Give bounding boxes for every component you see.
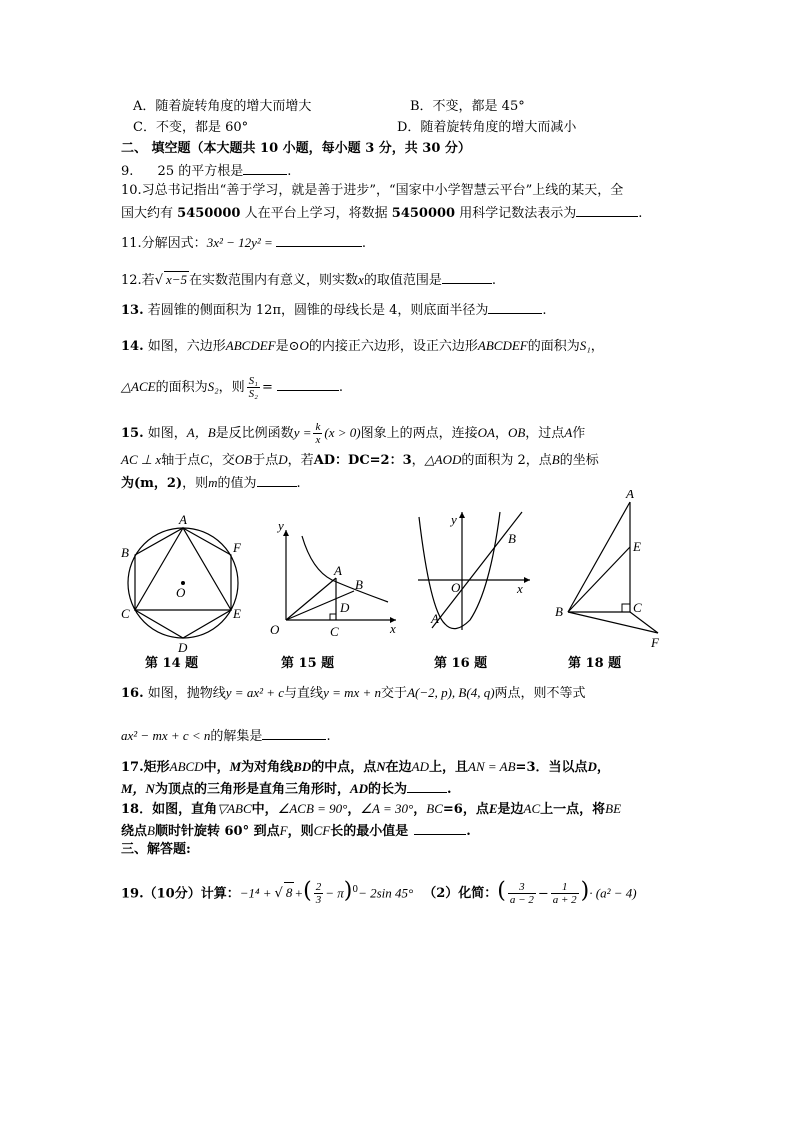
q14-s2: S₂: [207, 379, 219, 394]
fig16-label-a: A: [431, 611, 439, 626]
q17-text-a: 17.矩形: [121, 760, 170, 775]
q19-left-paren-2: (: [497, 878, 506, 904]
q14-end: .: [338, 380, 343, 395]
q18-bc: BC: [426, 801, 443, 816]
q14-fraction: [247, 375, 260, 400]
fig18-label-b: B: [555, 604, 563, 619]
q17-text-d: 的中点，点: [311, 760, 377, 775]
fig14-label-c: C: [121, 606, 130, 621]
q19-fraction: [314, 881, 324, 906]
q19-minus: −: [537, 886, 549, 902]
q18-answer-blank: [414, 822, 466, 835]
q11-end: .: [361, 236, 366, 251]
figure-16-caption: 第 16 题: [434, 656, 488, 671]
q12-suffix: 的取值范围是: [363, 273, 442, 288]
q17-text-c: 为对角线: [241, 760, 294, 775]
option-c: C．不变，都是 60°: [133, 120, 249, 135]
q17-abcd: ABCD: [169, 759, 204, 774]
q15-frac-x: x: [315, 434, 321, 446]
fig18-label-c: C: [633, 600, 642, 615]
q18-b: B: [147, 823, 155, 838]
fig16-y-arrow: [459, 512, 465, 518]
q14-text-f: 的面积为: [155, 380, 208, 395]
q19-plus: +: [294, 885, 304, 901]
q14-text-d: 的面积为: [527, 339, 580, 354]
q15-text-l: ，: [411, 453, 425, 468]
q17-text-j: 的长为: [368, 782, 408, 797]
q9-text: 25 的平方根是: [157, 164, 244, 179]
q19-left-paren: (: [303, 878, 312, 904]
q16-text-e: 的解集是: [210, 729, 263, 744]
q17-ad: AD: [411, 759, 429, 774]
q14-frac-denominator: S₂: [248, 388, 258, 400]
q11-answer-blank: [276, 234, 362, 247]
q19-part-2: （2）化简：: [423, 886, 498, 902]
fig18-label-f: F: [651, 635, 659, 650]
q17-text-b: 中，: [203, 760, 230, 775]
q15-text-f: ，过点: [525, 426, 565, 441]
figure-16: [418, 512, 530, 630]
q19-right-paren-2: ): [580, 878, 590, 904]
q18-cf: CF: [313, 823, 331, 838]
q9-end: .: [287, 164, 292, 179]
q19-score: （10分）计算：: [143, 886, 240, 902]
question-17-line-2: [121, 780, 452, 798]
q17-text-i: 为顶点的三角形是直角三角形时，: [154, 782, 350, 797]
q15-points-ab: A，B: [186, 425, 216, 440]
q14-number: 14.: [121, 339, 144, 354]
question-10-line-2: [121, 204, 642, 222]
q19-frac3-denominator: a + 2: [552, 894, 577, 907]
figure-15-caption: 第 15 题: [281, 656, 335, 671]
q15-point-a: A: [564, 425, 573, 440]
q15-condition: (x > 0): [324, 425, 361, 440]
q19-frac3-numerator: 1: [551, 881, 579, 894]
q15-number: 15.: [121, 426, 144, 441]
q17-end: .: [447, 782, 452, 797]
fig14-label-f: F: [233, 540, 241, 555]
q15-text-a: 如图，: [147, 426, 187, 441]
q14-equals: =: [261, 380, 273, 395]
q12-sqrt-sign: √: [154, 273, 163, 288]
q12-text-mid: 在实数范围内有意义，则实数: [189, 273, 359, 288]
q16-text-b: 与直线: [284, 686, 324, 701]
q19-right-paren: ): [343, 878, 353, 904]
q18-text-f: 上一点，将: [540, 802, 606, 817]
question-14-line-1: [121, 338, 604, 355]
q15-ob: OB: [507, 425, 526, 440]
q14-frac-numerator: S₁: [248, 375, 258, 387]
fig16-label-b: B: [508, 531, 516, 546]
q19-exponent-zero: 0: [352, 885, 359, 895]
q14-text-g: ，则: [218, 380, 245, 395]
figure-14-caption: 第 14 题: [145, 656, 199, 671]
question-15-line-2: [121, 452, 599, 469]
q15-coordinate: 为(m，2): [121, 476, 183, 491]
q14-text-a: 如图，六边形: [147, 339, 226, 354]
q18-text-j: 长的最小值是: [330, 824, 409, 839]
fig14-label-e: E: [233, 606, 241, 621]
fig15-curve: [302, 536, 388, 602]
q19-fraction-2: [508, 881, 536, 906]
question-17-line-1: [121, 759, 610, 776]
fig16-label-x: x: [517, 581, 523, 596]
fig15-label-y: y: [278, 518, 284, 533]
fig16-label-o: O: [451, 580, 461, 595]
q17-m: M: [229, 759, 242, 774]
q15-fraction: [313, 421, 322, 446]
option-a: A．随着旋转角度的增大而增大: [133, 99, 312, 114]
q19-number: 19.: [121, 886, 144, 902]
fig15-y-arrow: [283, 530, 289, 536]
q18-angle-a: ∠A = 30°: [360, 801, 414, 816]
fig14-label-o: O: [176, 585, 186, 600]
question-14-line-2: [121, 375, 343, 400]
q15-ob-2: OB: [234, 452, 253, 467]
q17-d: D: [587, 759, 597, 774]
q10-number-2: 5450000: [391, 206, 456, 221]
fig16-label-y: y: [451, 512, 457, 527]
q18-e: E: [488, 801, 498, 816]
q9-answer-blank: [243, 162, 287, 175]
q18-end: .: [466, 824, 471, 839]
q19-frac-numerator: 2: [315, 881, 322, 894]
fig14-label-a: A: [179, 512, 187, 527]
q15-text-e: ，: [494, 426, 508, 441]
q19-tail: · (a² − 4): [589, 885, 637, 901]
q15-answer-blank: [257, 474, 297, 487]
q15-text-h: 轴于点: [161, 453, 201, 468]
fig14-label-d: D: [178, 640, 188, 655]
q19-sqrt-sign: √: [274, 886, 283, 902]
q16-parabola-eq: y = ax² + c: [225, 685, 285, 700]
q15-func: y =: [293, 425, 312, 440]
q10-end: .: [638, 206, 643, 221]
fig16-x-arrow: [524, 577, 530, 583]
question-16-line-2: [121, 727, 331, 745]
q15-frac-k: k: [315, 421, 321, 433]
q17-mn: M，N: [121, 781, 155, 796]
q17-answer-blank: [407, 780, 447, 793]
q13-answer-blank: [488, 301, 542, 314]
q14-text-c: 的内接正六边形，设正六边形: [308, 339, 478, 354]
q18-text-e: 是边: [497, 802, 524, 817]
option-d: D．随着旋转角度的增大而减小: [397, 120, 577, 135]
q17-bd: BD: [293, 759, 312, 774]
q15-text-n: 的坐标: [559, 453, 599, 468]
q14-s1: S₁: [579, 338, 591, 353]
question-10-line-1: 10.习总书记指出“善于学习，就是善于进步”，“国家中小学智慧云平台”上线的某天，全: [121, 183, 624, 198]
q15-text-g: 作: [572, 426, 586, 441]
section-3-heading: 三、解答题:: [121, 842, 191, 857]
question-11: [121, 234, 366, 252]
q19-frac2-denominator: a − 2: [509, 894, 534, 907]
question-9: [121, 162, 291, 180]
figures-row: [0, 490, 794, 670]
q14-circle-o: O: [299, 338, 309, 353]
fig15-label-o: O: [270, 622, 280, 637]
q17-text-f: 上，且: [429, 760, 469, 775]
q15-ratio: AD：DC=2：3: [313, 453, 412, 468]
q15-triangle-aod: △AOD: [424, 452, 462, 467]
question-19: [121, 880, 637, 906]
q18-text-a: 如图，直角: [152, 802, 218, 817]
q15-text-d: 图象上的两点，连接: [360, 426, 478, 441]
q15-point-c: C: [200, 452, 209, 467]
q10-text-b: 人在平台上学习，将数据: [244, 206, 388, 221]
option-b: B．不变，都是 45°: [410, 99, 525, 114]
q16-answer-blank: [262, 727, 326, 740]
fig16-line: [432, 512, 522, 628]
q14-text-e: ，: [590, 339, 604, 354]
q15-text-i: ，交: [208, 453, 235, 468]
q14-triangle: △ACE: [121, 379, 156, 394]
q17-text-g: =3．当以点: [515, 760, 588, 775]
fig18-label-e: E: [633, 539, 641, 554]
q16-text-d: 两点，则不等式: [494, 686, 586, 701]
q11-prefix: 11.分解因式：: [121, 236, 207, 251]
q10-text-a: 国大约有: [121, 206, 174, 221]
q12-end: .: [491, 273, 496, 288]
q19-frac2-numerator: 3: [508, 881, 536, 894]
q16-number: 16.: [121, 686, 144, 701]
q17-text-h: ，: [596, 760, 610, 775]
figure-18: [555, 490, 660, 650]
q15-m: m: [208, 475, 218, 490]
q15-perp: AC ⊥ x: [121, 452, 162, 467]
q16-end: .: [326, 729, 331, 744]
fig15-label-d: D: [340, 600, 350, 615]
figure-14: [121, 512, 242, 655]
fig15-right-angle: [330, 614, 336, 620]
q18-text-h: 顺时针旋转 60° 到点: [154, 824, 280, 839]
q10-text-c: 用科学记数法表示为: [459, 206, 577, 221]
q14-hexagon: ABCDEF: [225, 338, 276, 353]
q15-text-o: ，则: [182, 476, 209, 491]
q18-number: 18．: [121, 802, 153, 817]
fig15-label-x: x: [390, 621, 396, 636]
q12-prefix: 12.若: [121, 273, 155, 288]
question-12: [121, 271, 496, 289]
q14-hexagon-2: ABCDEF: [477, 338, 528, 353]
q18-ac: AC: [523, 801, 541, 816]
q18-separator: ，: [347, 802, 361, 817]
q18-triangle: ▽ABC: [217, 801, 252, 816]
q11-expression: 3x² − 12y² =: [206, 235, 273, 250]
question-18-line-2: [121, 822, 471, 840]
q12-radicand: x−5: [165, 272, 188, 287]
fig14-label-b: B: [121, 545, 129, 560]
q17-equation: AN = AB: [468, 759, 516, 774]
q15-point-d: D: [278, 452, 288, 467]
question-18-line-1: [121, 801, 621, 818]
q16-text-c: 交于: [381, 686, 408, 701]
q13-end: .: [542, 303, 547, 318]
q19-radicand: 8: [284, 882, 295, 903]
q17-text-e: 在边: [385, 760, 412, 775]
q18-text-d: =6，点: [442, 802, 489, 817]
q15-text-p: 的值为: [217, 476, 257, 491]
fig15-label-a: A: [334, 563, 342, 578]
question-15-line-1: [121, 421, 585, 446]
q18-f: F: [279, 823, 288, 838]
q15-point-b: B: [551, 452, 560, 467]
q18-text-c: ，: [413, 802, 427, 817]
q16-inequality: ax² − mx + c < n: [121, 728, 211, 743]
q16-points: A(−2, p), B(4, q): [407, 685, 495, 700]
q18-be: BE: [605, 801, 622, 816]
fig15-label-c: C: [330, 624, 339, 639]
q17-ad-2: AD: [349, 781, 369, 796]
q18-text-g: 绕点: [121, 824, 148, 839]
q15-end: .: [296, 476, 301, 491]
q13-number: 13.: [121, 303, 144, 318]
question-13: [121, 301, 547, 319]
q19-sin-term: − 2sin 45°: [358, 885, 414, 901]
q19-minus-pi: − π: [325, 885, 344, 901]
section-2-heading: 二、 填空题（本大题共 10 小题，每小题 3 分，共 30 分）: [121, 141, 471, 156]
q16-text-a: 如图，抛物线: [147, 686, 226, 701]
fig18-right-angle: [622, 604, 630, 612]
q15-oa: OA: [477, 425, 495, 440]
q14-answer-blank: [277, 378, 339, 391]
figure-18-caption: 第 18 题: [568, 656, 622, 671]
q19-fraction-3: [551, 881, 579, 906]
q17-n: N: [376, 759, 386, 774]
fig15-label-b: B: [355, 577, 363, 592]
question-16-line-1: [121, 685, 586, 702]
q12-answer-blank: [442, 271, 492, 284]
q15-text-m: 的面积为 2，点: [461, 453, 552, 468]
q16-line-eq: y = mx + n: [323, 685, 382, 700]
q18-text-i: ，则: [287, 824, 314, 839]
q12-variable: x: [358, 272, 364, 287]
q19-frac-denominator: 3: [315, 894, 322, 907]
q13-text: 若圆锥的侧面积为 12π，圆锥的母线长是 4，则底面半径为: [147, 303, 489, 318]
q10-number-1: 5450000: [177, 206, 241, 221]
q19-term-1: −1⁴ +: [239, 885, 272, 901]
q10-answer-blank: [576, 204, 638, 217]
q15-text-j: 于点: [252, 453, 279, 468]
q9-number: 9.: [121, 164, 134, 179]
q15-text-k: ，若: [287, 453, 314, 468]
q15-text-c: 是反比例函数: [215, 426, 294, 441]
q18-text-b: 中，: [251, 802, 278, 817]
q18-angle-acb: ∠ACB = 90°: [277, 801, 348, 816]
fig15-line-oa: [286, 578, 336, 620]
q14-text-b: 是⊙: [275, 339, 300, 354]
fig18-label-a: A: [626, 490, 634, 501]
figure-15: [270, 518, 396, 639]
